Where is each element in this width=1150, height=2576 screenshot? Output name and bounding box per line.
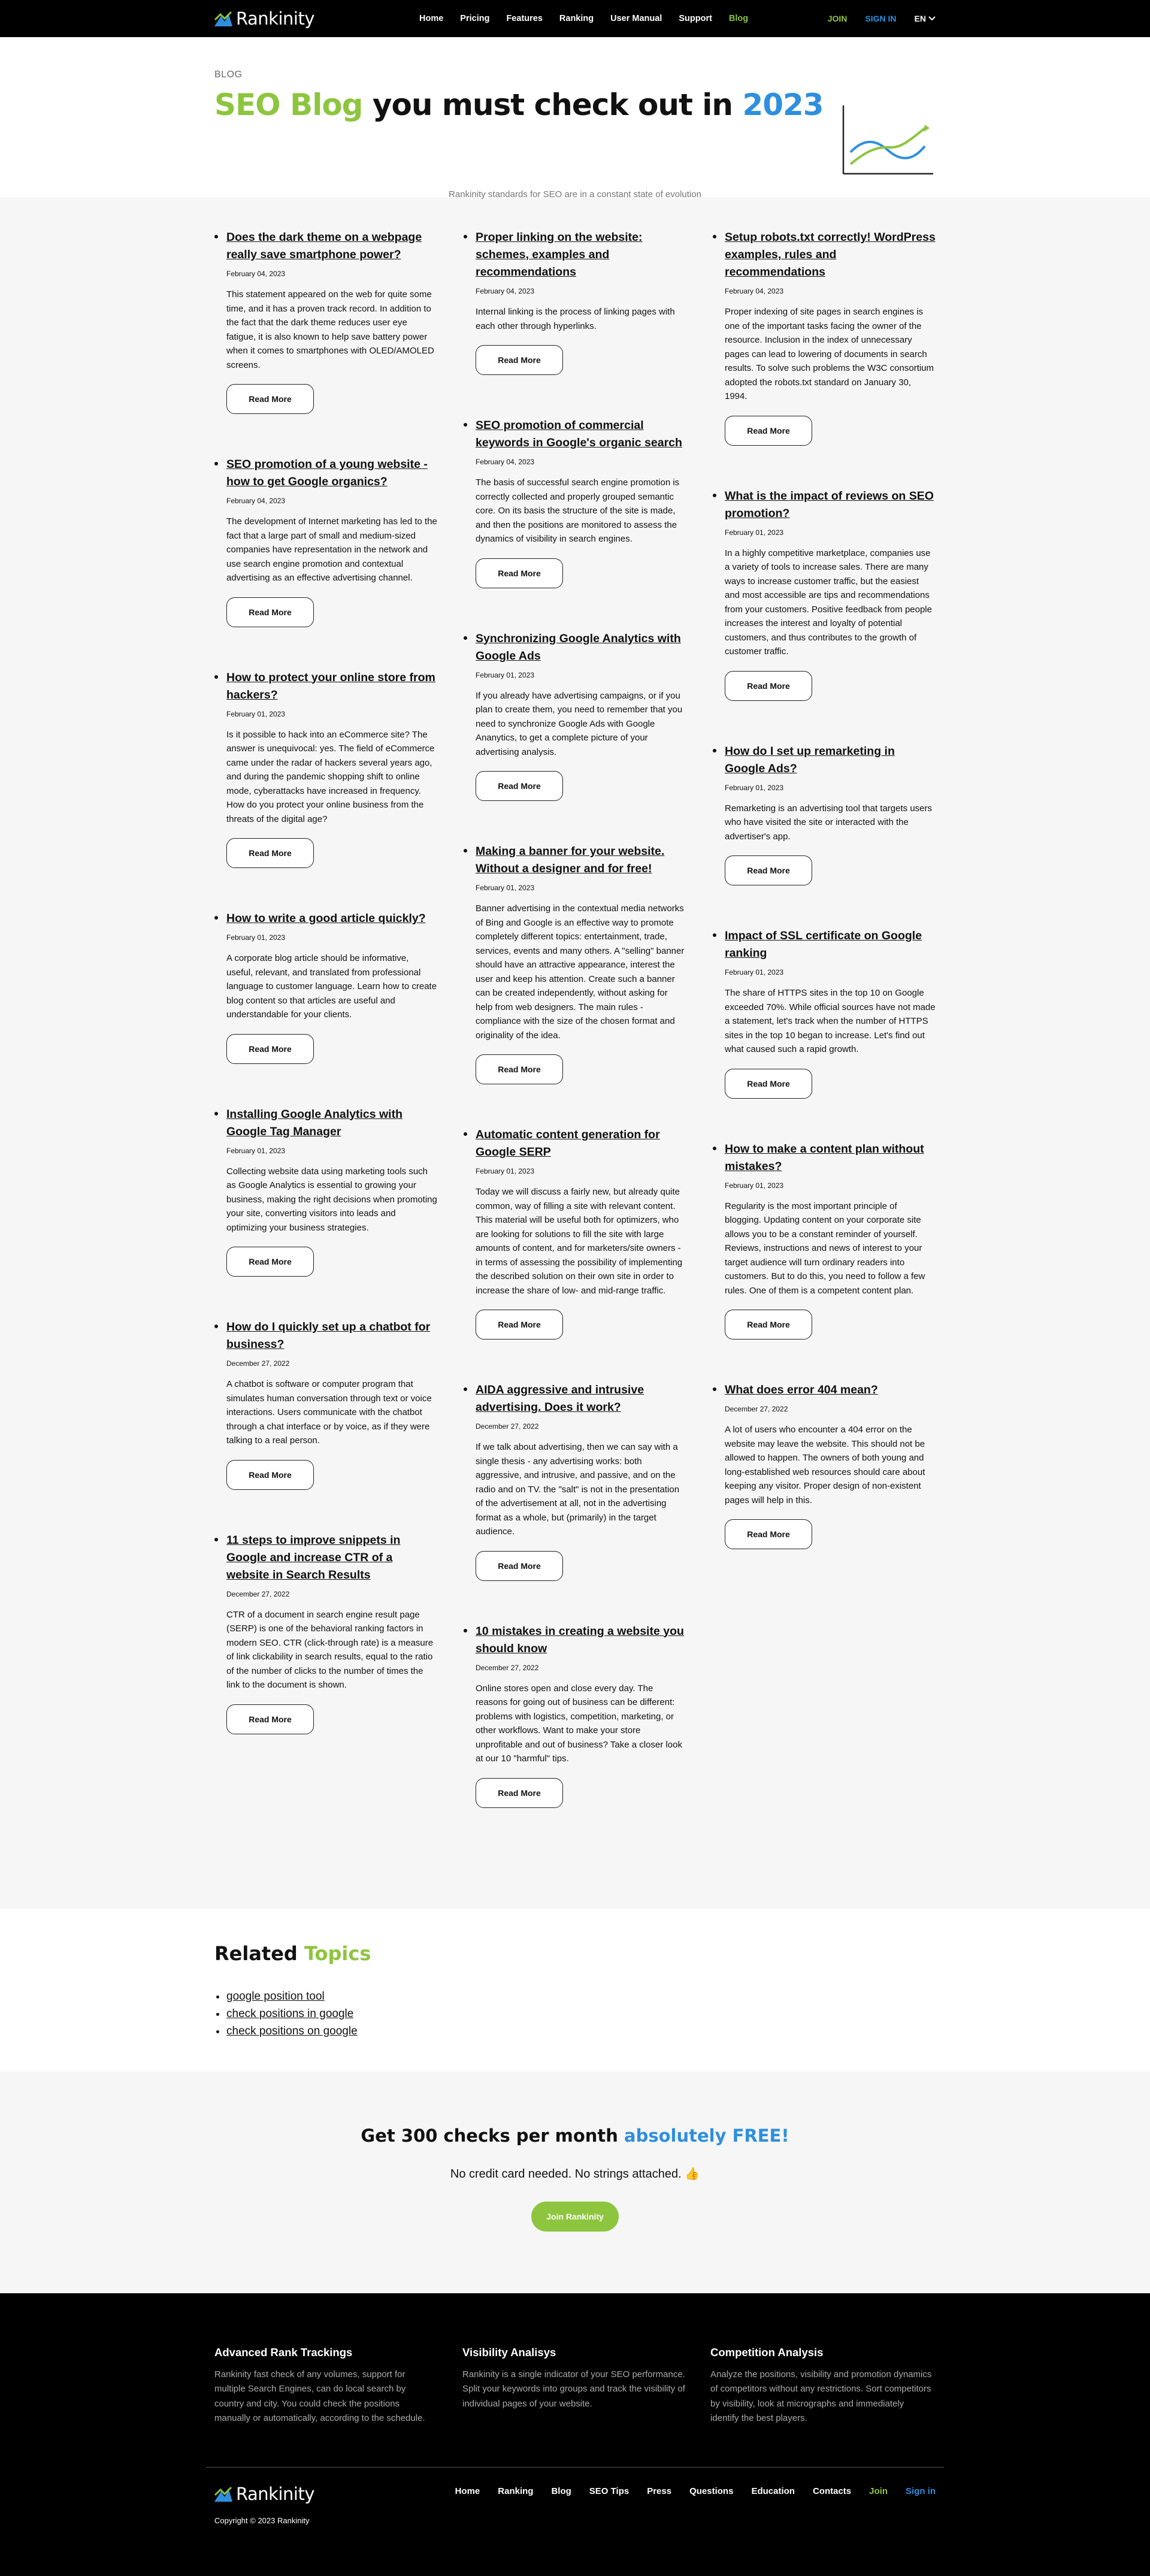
related-title-green: Topics (304, 1942, 371, 1965)
post-title-link[interactable]: How to write a good article quickly? (226, 912, 426, 925)
post-title-link[interactable]: Synchronizing Google Analytics with Google Ads (476, 631, 681, 663)
post-date: February 01, 2023 (476, 884, 535, 892)
post-excerpt: Remarketing is an advertising tool that targets users who have visited the site or interacted with the advertiser's app. (725, 803, 933, 842)
blog-column (713, 229, 936, 1850)
post-date: December 27, 2022 (226, 1589, 290, 1598)
post-date: February 04, 2023 (226, 270, 286, 278)
related-list (214, 1988, 1150, 2040)
copyright: Copyright © 2023 Rankinity (214, 2515, 310, 2525)
read-more-button[interactable]: Read More (476, 1551, 563, 1581)
blog-column (464, 229, 686, 1850)
blog-column (214, 229, 437, 1850)
hero-eyebrow: BLOG (214, 69, 243, 80)
post-excerpt: Regularity is the most important principle of blogging. Updating content on your corporate site allows you to be a constant reminder of yourself. Reviews, instructions and news of interest to your target audience will turn ordinary readers into customers. But to do this, you need to follow a few rules. One of them is a competent content plan. (725, 1201, 925, 1296)
post-date: February 01, 2023 (226, 709, 286, 718)
post-date: February 01, 2023 (725, 783, 784, 792)
read-more-button[interactable]: Read More (226, 1247, 314, 1277)
blog-post (464, 1623, 686, 1808)
read-more-button[interactable]: Read More (226, 384, 314, 414)
post-date: February 01, 2023 (476, 1167, 535, 1175)
read-more-button[interactable]: Read More (725, 855, 812, 885)
logo-text: Rankinity (236, 8, 314, 29)
post-excerpt: The share of HTTPS sites in the top 10 on Google exceeded 70%. While official sources have not made a statement, let's track when the number of HTTPS sites in the top 10 began to increase. Let's find out what caused such a rapid growth. (725, 988, 936, 1054)
related-title-black: Related (214, 1942, 304, 1965)
nav-home[interactable]: Home (419, 14, 444, 23)
read-more-button[interactable]: Read More (725, 1069, 812, 1099)
post-excerpt: Banner advertising in the contextual media networks of Bing and Google is an effective way to promote completely different topics: entertainment, trade, services, events and many others. A "selling" banner should have an attractive appearance, interest the user and keep his attention. Create such a banner can be created independently, without asking for help from web designers. The main rules - compliance with the size of the chosen format and originality of the idea. (476, 903, 685, 1041)
blog-post (464, 630, 686, 802)
read-more-button[interactable]: Read More (226, 1704, 314, 1734)
post-excerpt: Proper indexing of site pages in search engines is one of the important tasks facing the owner of the resource. Inclusion in the index of unnecessary pages can lead to lowering of documents in search results. To solve such problems the W3C consortium adopted the robots.txt standard on January 30, 1994. (725, 307, 934, 401)
read-more-button[interactable]: Read More (476, 558, 563, 588)
post-excerpt: The basis of successful search engine promotion is correctly collected and properly grouped semantic core. On its basis the structure of the site is made, and then the positions are monitored to assess the dynamics of visibility in search engines. (476, 477, 680, 544)
footer-logo[interactable] (214, 2484, 314, 2504)
read-more-button[interactable]: Read More (725, 1310, 812, 1340)
footer-nav-education[interactable]: Education (751, 2486, 795, 2496)
title-mid: you must check out in (362, 87, 743, 122)
footer-col (710, 2346, 933, 2426)
post-date: February 04, 2023 (226, 497, 286, 505)
related-link[interactable]: • check positions on google (226, 2022, 1150, 2040)
post-title-link[interactable]: What does error 404 mean? (725, 1383, 878, 1396)
join-link[interactable]: JOIN (827, 14, 848, 23)
hero-subtitle: Rankinity standards for SEO are in a constant state of evolution (449, 189, 701, 199)
post-title-link[interactable]: Impact of SSL certificate on Google ranking (725, 929, 922, 960)
post-excerpt: CTR of a document in search engine result page (SERP) is one of the behavioral ranking factors in modern SEO. CTR (click-through rate) is a measure of link clickability in search results, equal to the ratio of the number of clicks to the number of times the link to the document is shown. (226, 1609, 434, 1690)
rankinity-logo-icon (214, 2486, 232, 2502)
footer-logo-text: Rankinity (236, 2483, 314, 2504)
footer-col-text: Rankinity is a single indicator of your SEO performance. Split your keywords into groups and track the visibility of individual pages of your website. (462, 2369, 685, 2409)
cta-section (0, 2072, 1150, 2293)
related-link[interactable]: • check positions in google (226, 2005, 1150, 2022)
blog-post (713, 1141, 936, 1340)
read-more-button[interactable]: Read More (226, 597, 314, 627)
blog-post (464, 843, 686, 1084)
footer-col-text: Analyze the positions, visibility and promotion dynamics of competitors without any restrictions. Sort competitors by visibility, look at micrographs and immediately identify the best players. (710, 2369, 932, 2423)
post-date: December 27, 2022 (476, 1422, 539, 1431)
header-actions (828, 0, 936, 37)
footer-nav-seo-tips[interactable]: SEO Tips (589, 2486, 630, 2496)
post-title-link[interactable]: SEO promotion of a young website - how to get Google organics? (226, 458, 428, 488)
footer-nav-questions[interactable]: Questions (689, 2486, 734, 2496)
nav-user-manual[interactable]: User Manual (610, 14, 662, 23)
cta-subtitle: No credit card needed. No strings attached. 👍 (450, 2167, 700, 2181)
post-title-link[interactable]: How to protect your online store from hackers? (226, 670, 435, 702)
footer-col-title: Competition Analysis (710, 2345, 824, 2359)
page-title (214, 87, 824, 122)
read-more-button[interactable]: Read More (725, 671, 812, 701)
post-date: February 01, 2023 (725, 528, 784, 537)
footer-col (214, 2346, 437, 2426)
blog-post (214, 669, 437, 869)
hero (0, 37, 1150, 198)
post-excerpt: A corporate blog article should be informative, useful, relevant, and translated from professional language to customer language. Learn how to create blog content so that articles are useful and understandable for your clients. (226, 953, 437, 1020)
footer-sign-in-link[interactable]: Sign in (906, 2486, 936, 2496)
read-more-button[interactable]: Read More (226, 838, 314, 868)
footer-col-title: Advanced Rank Trackings (214, 2345, 353, 2359)
post-date: December 27, 2022 (476, 1663, 539, 1672)
site-header (0, 0, 1150, 37)
related-link[interactable]: • google position tool (226, 1988, 1150, 2005)
post-excerpt: If you already have advertising campaigns, or if you plan to create them, you need to remember that you need to synchronize Google Ads with Google Ananytics, to get a complete picture of your advertising analysis. (476, 690, 683, 757)
post-excerpt: A chatbot is software or computer program that simulates human conversation through text or voice interactions. Users communicate with the chatbot through a chat interface or by voice, as if they were talking to a real person. (226, 1379, 432, 1446)
post-date: February 01, 2023 (226, 933, 286, 942)
post-excerpt: The development of Internet marketing has led to the fact that a large part of small and medium-sized companies have representation in the network and use search engine promotion and contextual advertising as an effective advertising channel. (226, 516, 437, 583)
post-excerpt: This statement appeared on the web for quite some time, and it has a proven track record. In addition to the fact that the dark theme reduces user eye fatigue, it is also known to help save battery power when it comes to smartphones with OLED/AMOLED screens. (226, 289, 434, 370)
main-nav (419, 0, 748, 37)
footer-columns (214, 2346, 936, 2426)
language-selector[interactable] (915, 14, 936, 23)
post-title-link[interactable]: Proper linking on the website: schemes, examples and recommendations (476, 231, 643, 279)
cta-title-black: Get 300 checks per month (361, 2125, 625, 2146)
read-more-button[interactable]: Read More (476, 345, 563, 375)
post-excerpt: In a highly competitive marketplace, companies use a variety of tools to increase sales. There are many ways to increase customer traffic, but the easiest and most accessible are tips and recommendations from your customers. Positive feedback from people increases the interest and loyalty of potential customers, and thus contributes to the growth of customer traffic. (725, 548, 932, 657)
post-excerpt: A lot of users who encounter a 404 error on the website may leave the website. This should not be allowed to happen. The owners of both young and long-established web resources should care about keeping any visitor. Proper design of non-existent pages will help in this. (725, 1425, 925, 1505)
blog-post (713, 927, 936, 1099)
post-date: February 01, 2023 (476, 670, 535, 679)
logo[interactable] (214, 8, 314, 29)
footer-nav-blog[interactable]: Blog (551, 2486, 571, 2496)
join-rankinity-button[interactable]: Join Rankinity (531, 2202, 619, 2232)
title-blue: 2023 (742, 87, 824, 122)
read-more-button[interactable]: Read More (725, 416, 812, 446)
read-more-button[interactable]: Read More (476, 1054, 563, 1084)
cta-title (0, 2125, 1150, 2146)
post-date: February 04, 2023 (476, 287, 535, 295)
post-date: December 27, 2022 (226, 1359, 290, 1368)
title-green: SEO Blog (214, 87, 363, 122)
footer-col-text: Rankinity fast check of any volumes, support for multiple Search Engines, can do local search by country and city. You could check the positions manually or automatically, according to the schedule. (214, 2369, 425, 2423)
nav-ranking[interactable]: Ranking (559, 14, 594, 23)
post-title-link[interactable]: How to make a content plan without mistakes? (725, 1142, 924, 1173)
post-title-link[interactable]: 11 steps to improve snippets in Google and increase CTR of a website in Search Results (226, 1533, 401, 1582)
related-title (214, 1942, 1150, 1965)
nav-pricing[interactable]: Pricing (460, 14, 490, 23)
blog-post (464, 1381, 686, 1581)
read-more-button[interactable]: Read More (476, 1310, 563, 1340)
blog-grid (214, 229, 936, 1850)
post-title-link[interactable]: Setup robots.txt correctly! WordPress examples, rules and recommendations (725, 231, 936, 279)
footer-join-link[interactable]: Join (869, 2486, 888, 2496)
post-excerpt: Internal linking is the process of linking pages with each other through hyperlinks. (476, 307, 675, 331)
post-excerpt: Collecting website data using marketing tools such as Google Analytics is essential to growing your business, making the right decisions when promoting your site, converting visitors into leads and optimizing your business strategies. (226, 1166, 437, 1233)
post-title-link[interactable]: Making a banner for your website. Without a designer and for free! (476, 845, 665, 875)
read-more-button[interactable]: Read More (476, 771, 563, 801)
blog-post (214, 1319, 437, 1490)
blog-post (214, 910, 437, 1064)
sign-in-link[interactable]: SIGN IN (865, 14, 897, 23)
blog-section (0, 198, 1150, 1909)
post-title-link[interactable]: How do I set up remarketing in Google Ads? (725, 744, 895, 775)
footer-col-title: Visibility Analisys (462, 2345, 556, 2359)
nav-features[interactable]: Features (506, 14, 543, 23)
blog-post (713, 743, 936, 886)
post-title-link[interactable]: How do I quickly set up a chatbot for business? (226, 1320, 431, 1351)
post-title-link[interactable]: 10 mistakes in creating a website you should know (476, 1624, 684, 1655)
post-title-link[interactable]: Does the dark theme on a webpage really save smartphone power? (226, 231, 422, 261)
post-date: February 01, 2023 (226, 1146, 286, 1155)
read-more-button[interactable]: Read More (226, 1034, 314, 1064)
blog-post (214, 229, 437, 414)
blog-post (214, 1532, 437, 1734)
rankinity-logo-icon (214, 11, 232, 26)
footer-nav-ranking[interactable]: Ranking (498, 2486, 534, 2496)
related-topics (0, 1909, 1150, 2072)
footer-col (462, 2346, 685, 2426)
cta-title-blue: absolutely FREE! (624, 2125, 789, 2146)
post-excerpt: Is it possible to hack into an eCommerce site? The answer is unequivocal: yes. The field of eCommerce came under the radar of hackers several years ago, and during the pandemic shopping shift to online mode, cyberattacks have increased in frequency. How do you protect your online business from the threats of the digital age? (226, 729, 435, 824)
chart-illustration-icon (841, 104, 934, 176)
blog-post (464, 229, 686, 375)
post-date: February 04, 2023 (476, 458, 535, 466)
footer-nav-press[interactable]: Press (647, 2486, 672, 2496)
blog-post (214, 456, 437, 627)
post-title-link[interactable]: SEO promotion of commercial keywords in Google's organic search (476, 419, 682, 449)
blog-post (214, 1106, 437, 1277)
read-more-button[interactable]: Read More (226, 1460, 314, 1490)
site-footer (0, 2293, 1150, 2576)
post-date: February 01, 2023 (725, 968, 784, 976)
footer-nav-contacts[interactable]: Contacts (812, 2486, 852, 2496)
post-date: February 01, 2023 (725, 1181, 784, 1190)
footer-nav (455, 2486, 936, 2496)
read-more-button[interactable]: Read More (725, 1519, 812, 1549)
nav-support[interactable]: Support (679, 14, 712, 23)
chevron-down-icon (928, 16, 936, 21)
footer-nav-home[interactable]: Home (455, 2486, 480, 2496)
blog-post (464, 417, 686, 588)
post-title-link[interactable]: AIDA aggressive and intrusive advertising. Does it work? (476, 1383, 644, 1414)
post-excerpt: Online stores open and close every day. The reasons for going out of business can be different: problems with logistics, competition, marketing, or other workflows. Want to make your store unprofitable and out of business? Take a closer look at our 10 "harmful" tips. (476, 1683, 682, 1764)
blog-post (464, 1126, 686, 1340)
post-title-link[interactable]: Automatic content generation for Google SERP (476, 1128, 660, 1159)
post-excerpt: Today we will discuss a fairly new, but already quite common, way of filling a site with relevant content. This material will be useful both for optimizers, who are looking for solutions to fill the site with large amounts of content, and for marketers/site owners - in terms of assessing the possibility of implementing the described solution on their own site in order to increase the share of low- and mid-range traffic. (476, 1187, 683, 1296)
post-title-link[interactable]: What is the impact of reviews on SEO promotion? (725, 489, 934, 520)
nav-blog[interactable]: Blog (728, 14, 749, 23)
blog-post (713, 229, 936, 446)
footer-divider (206, 2467, 944, 2468)
read-more-button[interactable]: Read More (476, 1778, 563, 1808)
post-date: December 27, 2022 (725, 1405, 788, 1413)
language-label: EN (914, 14, 926, 23)
post-excerpt: If we talk about advertising, then we can say with a single thesis - any advertising works: both aggressive, and intrusive, and passive, and on the radio and on TV. the "salt" is not in the presentation of the advertisement at all, not in the advertising format as a whole, but (primarily) in the target audience. (476, 1442, 680, 1537)
post-date: February 04, 2023 (725, 287, 784, 295)
post-title-link[interactable]: Installing Google Analytics with Google Tag Manager (226, 1107, 402, 1138)
blog-post (713, 1381, 936, 1549)
blog-post (713, 488, 936, 701)
